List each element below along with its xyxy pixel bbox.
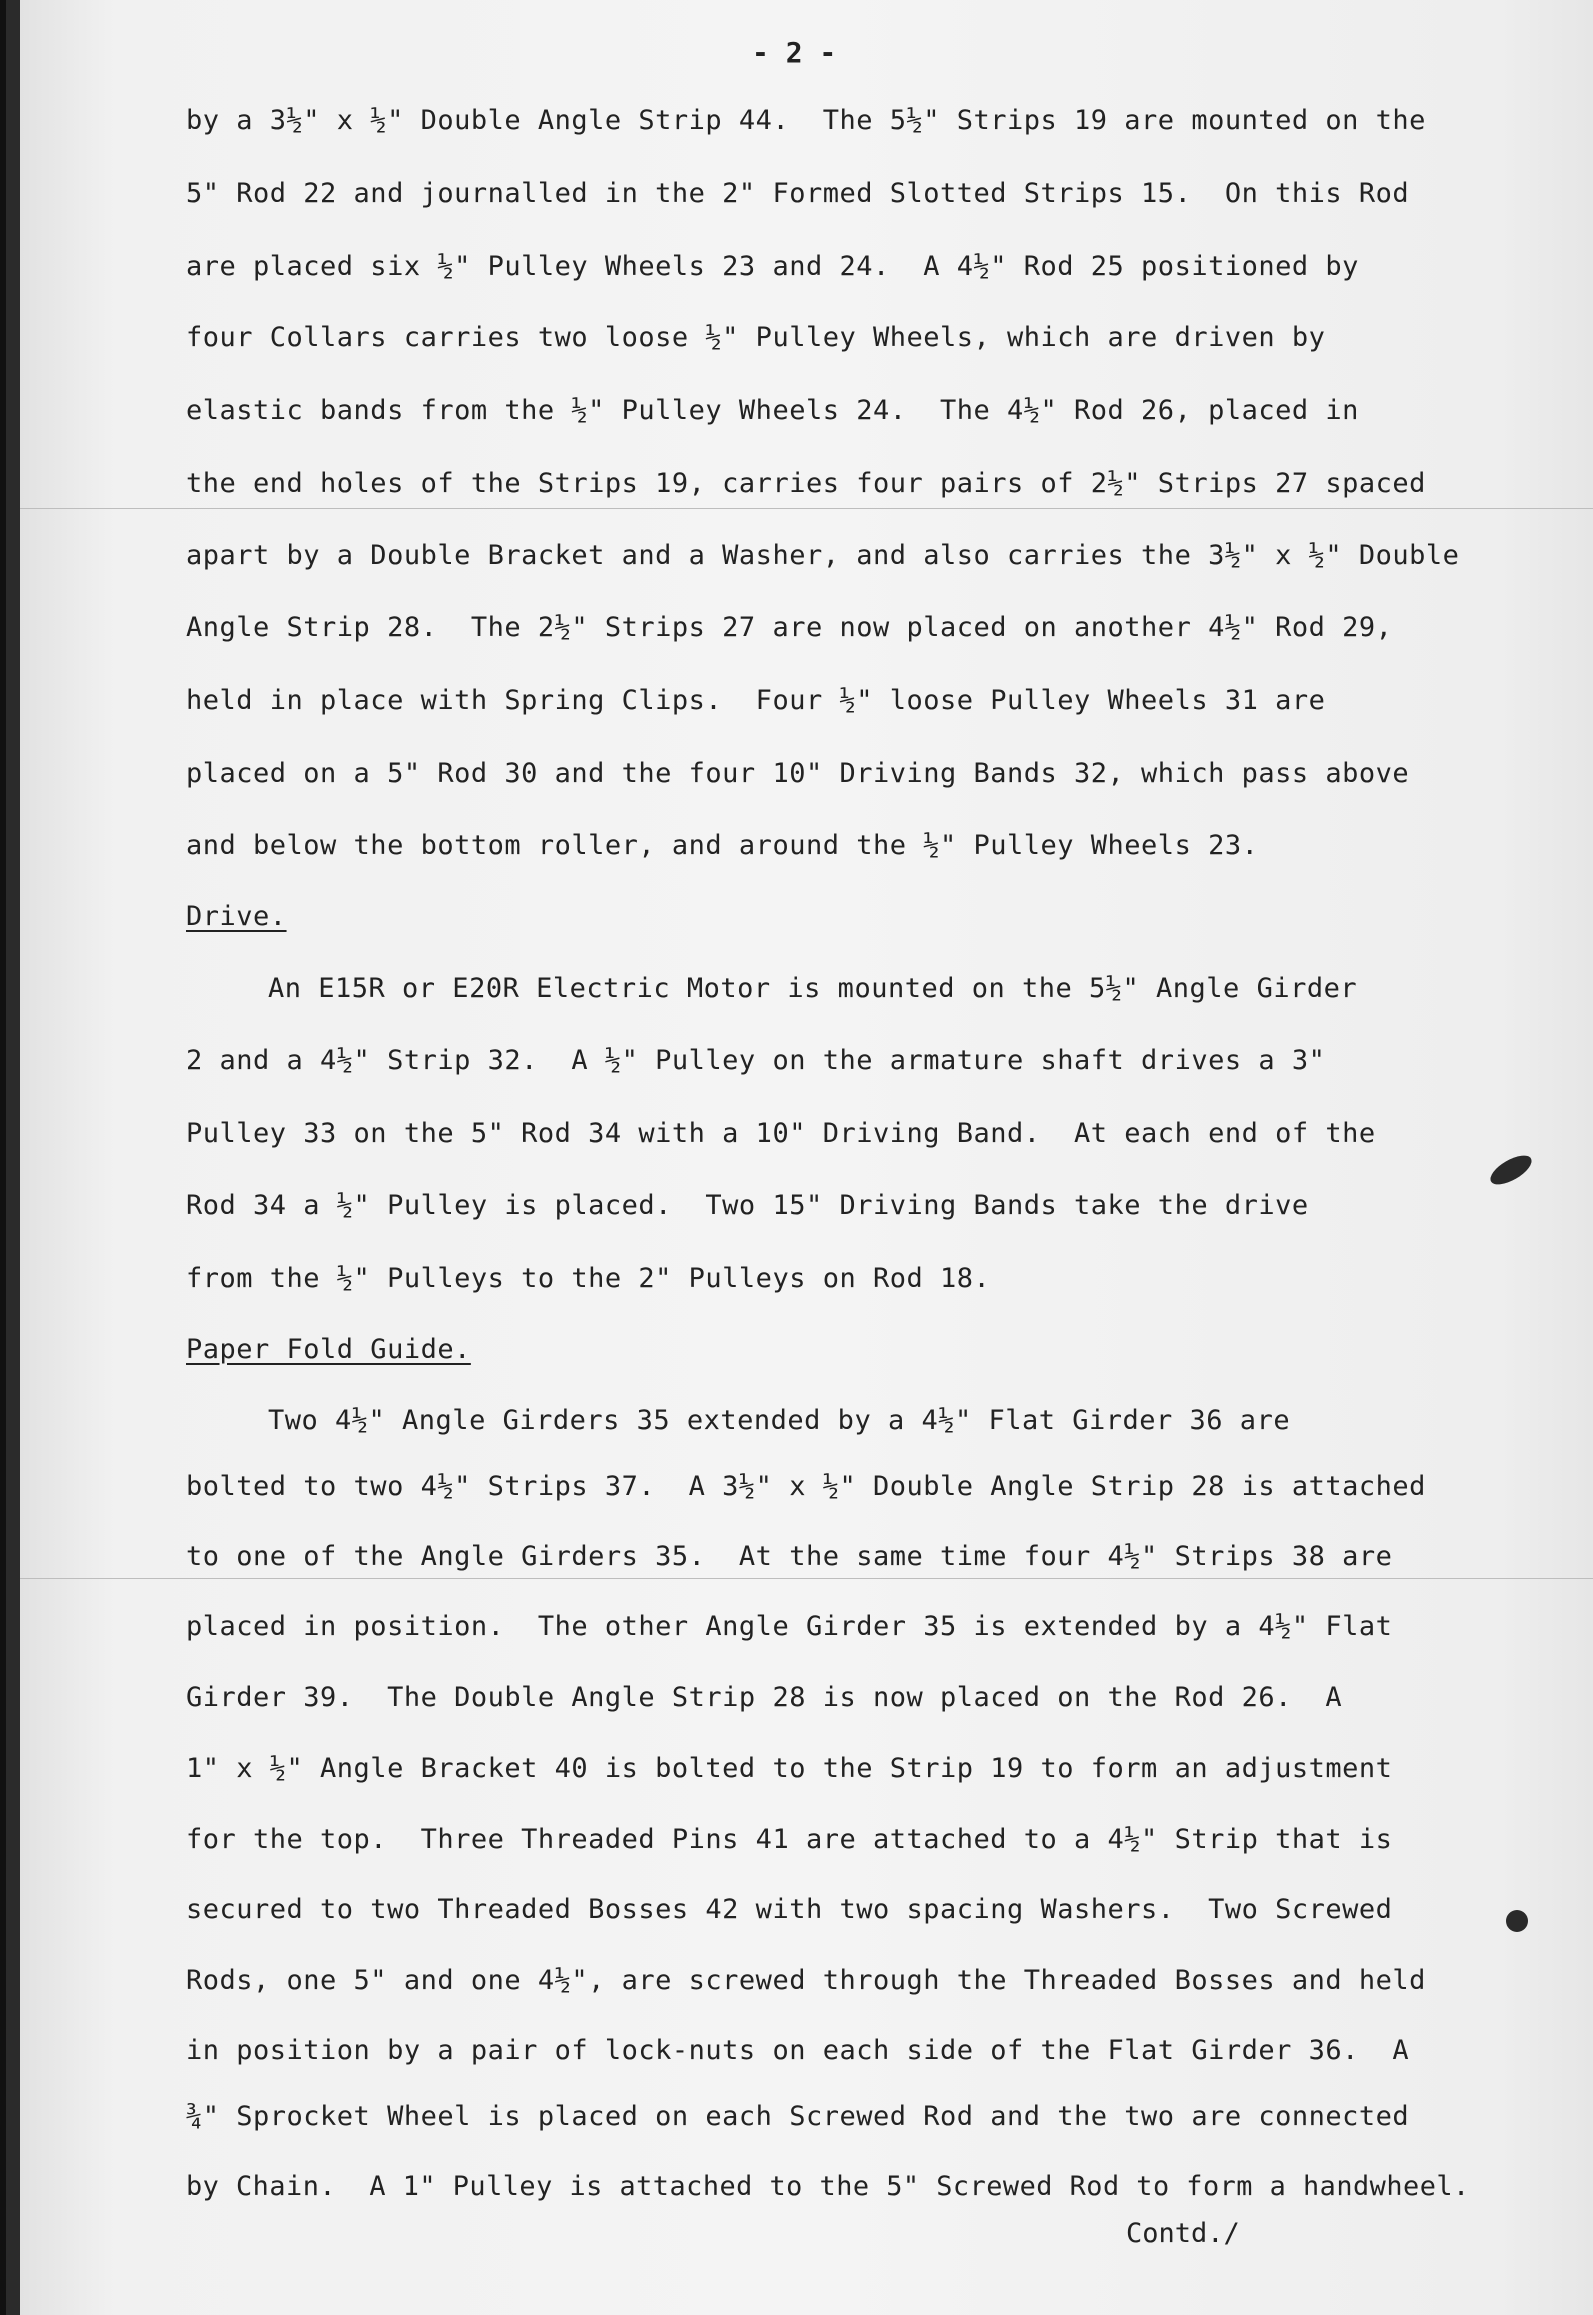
body-line: by a 3½" x ½" Double Angle Strip 44. The 5½" Strips 19 are mounted on the — [186, 105, 1426, 136]
body-line: from the ½" Pulleys to the 2" Pulleys on Rod 18. — [186, 1263, 991, 1294]
continued-marker: Contd./ — [1126, 2218, 1240, 2249]
body-line: by Chain. A 1" Pulley is attached to the 5" Screwed Rod to form a handwheel. — [186, 2171, 1470, 2202]
body-line: An E15R or E20R Electric Motor is mounted on the 5½" Angle Girder — [268, 973, 1358, 1004]
page-crease — [20, 1578, 1593, 1579]
page-crease — [20, 508, 1593, 509]
body-line: Girder 39. The Double Angle Strip 28 is now placed on the Rod 26. A — [186, 1682, 1343, 1713]
body-line: placed on a 5" Rod 30 and the four 10" Driving Bands 32, which pass above — [186, 758, 1410, 789]
body-line: four Collars carries two loose ½" Pulley Wheels, which are driven by — [186, 322, 1326, 353]
body-line: placed in position. The other Angle Girder 35 is extended by a 4½" Flat — [186, 1611, 1393, 1642]
body-line: Two 4½" Angle Girders 35 extended by a 4½" Flat Girder 36 are — [268, 1405, 1291, 1436]
body-line: Rod 34 a ½" Pulley is placed. Two 15" Driving Bands take the drive — [186, 1190, 1309, 1221]
body-line: Angle Strip 28. The 2½" Strips 27 are now placed on another 4½" Rod 29, — [186, 612, 1393, 643]
body-line: ¾" Sprocket Wheel is placed on each Screwed Rod and the two are connected — [186, 2101, 1410, 2132]
body-line: for the top. Three Threaded Pins 41 are attached to a 4½" Strip that is — [186, 1824, 1393, 1855]
body-line: held in place with Spring Clips. Four ½" loose Pulley Wheels 31 are — [186, 685, 1326, 716]
body-line: secured to two Threaded Bosses 42 with two spacing Washers. Two Screwed — [186, 1894, 1393, 1925]
body-line: apart by a Double Bracket and a Washer, and also carries the 3½" x ½" Double — [186, 540, 1460, 571]
body-line: 5" Rod 22 and journalled in the 2" Formed Slotted Strips 15. On this Rod — [186, 178, 1410, 209]
page-number: - 2 - — [752, 36, 837, 69]
body-line: bolted to two 4½" Strips 37. A 3½" x ½" Double Angle Strip 28 is attached — [186, 1471, 1426, 1502]
body-line: Pulley 33 on the 5" Rod 34 with a 10" Driving Band. At each end of the — [186, 1118, 1376, 1149]
body-line: in position by a pair of lock-nuts on each side of the Flat Girder 36. A — [186, 2035, 1410, 2066]
scan-edge-dark — [0, 0, 6, 2315]
body-line: are placed six ½" Pulley Wheels 23 and 24. A 4½" Rod 25 positioned by — [186, 251, 1359, 282]
section-heading-paper-fold-guide: Paper Fold Guide. — [186, 1334, 471, 1365]
ink-blot — [1506, 1910, 1528, 1932]
body-line: 1" x ½" Angle Bracket 40 is bolted to the Strip 19 to form an adjustment — [186, 1753, 1393, 1784]
body-line: Rods, one 5" and one 4½", are screwed through the Threaded Bosses and held — [186, 1965, 1426, 1996]
body-line: the end holes of the Strips 19, carries four pairs of 2½" Strips 27 spaced — [186, 468, 1426, 499]
body-line: to one of the Angle Girders 35. At the same time four 4½" Strips 38 are — [186, 1541, 1393, 1572]
body-line: elastic bands from the ½" Pulley Wheels 24. The 4½" Rod 26, placed in — [186, 395, 1359, 426]
body-line: 2 and a 4½" Strip 32. A ½" Pulley on the armature shaft drives a 3" — [186, 1045, 1326, 1076]
body-line: and below the bottom roller, and around the ½" Pulley Wheels 23. — [186, 830, 1259, 861]
section-heading-drive: Drive. — [186, 901, 287, 932]
